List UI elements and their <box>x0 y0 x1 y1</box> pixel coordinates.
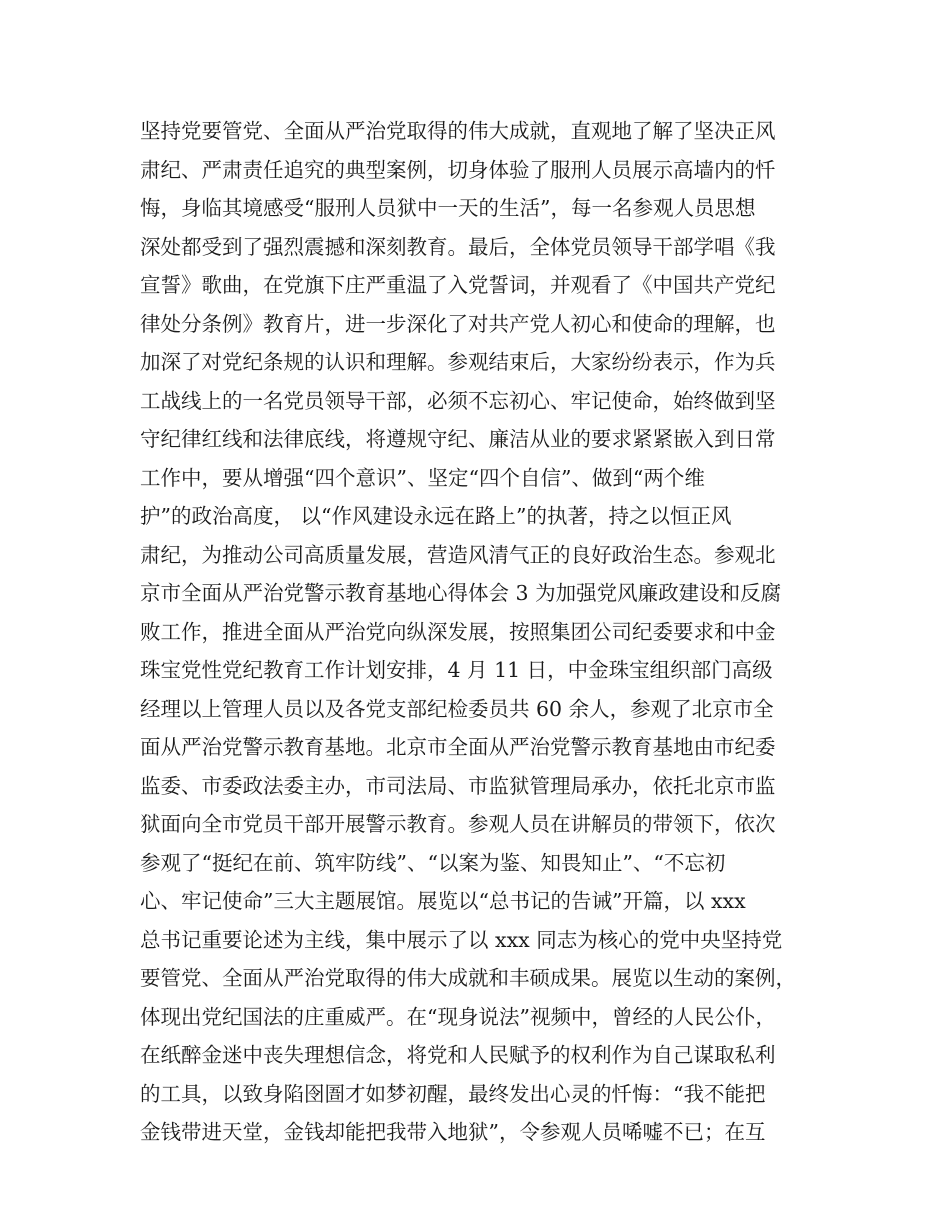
text-line: 珠宝党性党纪教育工作计划安排，4 月 11 日，中金珠宝组织部门高级 <box>140 658 773 682</box>
text-line: 律处分条例》教育片，进一步深化了对共产党人初心和使命的理解，也 <box>140 311 776 336</box>
text-line: 深处都受到了强烈震撼和深刻教育。最后，全体党员领导干部学唱《我 <box>140 234 776 259</box>
text-line: 肃纪、严肃责任追究的典型案例，切身体验了服刑人员展示高墙内的忏 <box>140 157 776 182</box>
text-line: 宣誓》歌曲，在党旗下庄严重温了入党誓词，并观看了《中国共产党纪 <box>140 273 776 297</box>
text-line: 坚持党要管党、全面从严治党取得的伟大成就，直观地了解了坚决正风 <box>140 119 776 143</box>
text-line: 心、牢记使命”三大主题展馆。展览以“总书记的告诫”开篇，以 xxx <box>140 889 746 913</box>
text-line: 的工具，以致身陷囹圄才如梦初醒，最终发出心灵的忏悔：“我不能把 <box>140 1081 766 1106</box>
body-paragraph <box>140 112 830 1152</box>
text-line: 工战线上的一名党员领导干部，必须不忘初心、牢记使命，始终做到坚 <box>140 388 776 413</box>
text-line: 狱面向全市党员干部开展警示教育。参观人员在讲解员的带领下，依次 <box>140 812 776 836</box>
text-line: 经理以上管理人员以及各党支部纪检委员共 60 余人，参观了北京市全 <box>140 696 774 721</box>
text-line: 败工作，推进全面从严治党向纵深发展，按照集团公司纪委要求和中金 <box>140 619 776 644</box>
text-line: 总书记重要论述为主线，集中展示了以 xxx 同志为核心的党中央坚持党 <box>140 927 783 952</box>
text-line: 京市全面从严治党警示教育基地心得体会 3 为加强党风廉政建设和反腐 <box>140 581 782 605</box>
text-line: 肃纪，为推动公司高质量发展，营造风清气正的良好政治生态。参观北 <box>140 542 776 567</box>
text-line: 体现出党纪国法的庄重威严。在“现身说法”视频中，曾经的人民公仆， <box>140 1004 776 1029</box>
text-line: 参观了“挺纪在前、筑牢防线”、“以案为鉴、知畏知止”、“不忘初 <box>140 850 726 875</box>
text-line: 要管党、全面从严治党取得的伟大成就和丰硕成果。展览以生动的案例， <box>140 966 796 990</box>
text-line: 工作中，要从增强“四个意识”、坚定“四个自信”、做到“两个维 <box>140 465 705 490</box>
text-line: 悔，身临其境感受“服刑人员狱中一天的生活”，每一名参观人员思想 <box>140 196 756 220</box>
text-line: 守纪律红线和法律底线，将遵规守纪、廉洁从业的要求紧紧嵌入到日常 <box>140 427 776 451</box>
text-line: 加深了对党纪条规的认识和理解。参观结束后，大家纷纷表示，作为兵 <box>140 350 776 374</box>
text-line: 面从严治党警示教育基地。北京市全面从严治党警示教育基地由市纪委 <box>140 735 776 759</box>
text-line: 在纸醉金迷中丧失理想信念，将党和人民赋予的权利作为自己谋取私利 <box>140 1043 776 1067</box>
text-line: 护”的政治高度， 以“作风建设永远在路上”的执著，持之以恒正风 <box>140 504 732 528</box>
text-line: 金钱带进天堂，金钱却能把我带入地狱”，令参观人员唏嘘不已；在互 <box>140 1120 766 1144</box>
text-line: 监委、市委政法委主办，市司法局、市监狱管理局承办，依托北京市监 <box>140 773 776 798</box>
